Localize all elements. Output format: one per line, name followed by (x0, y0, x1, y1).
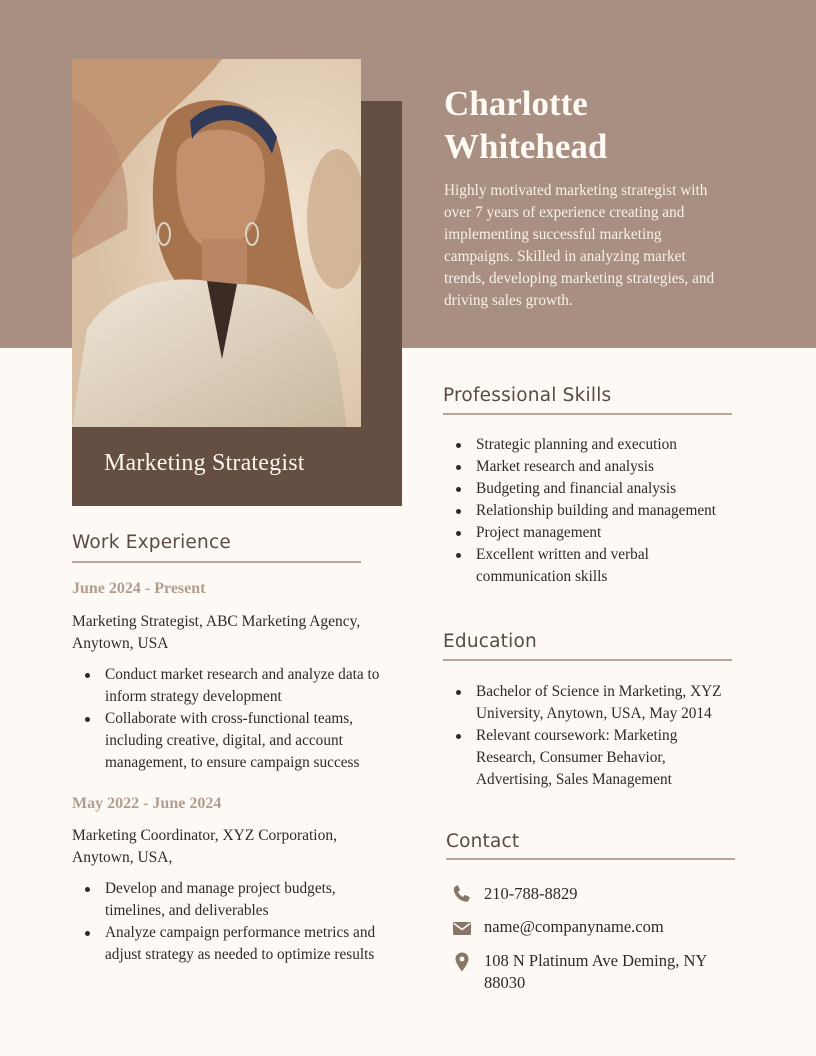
work-experience-rule (72, 561, 361, 563)
job-date: June 2024 - Present (72, 580, 206, 597)
phone-icon (450, 883, 474, 907)
contact-address (450, 950, 714, 994)
skills-heading: Professional Skills (443, 385, 612, 406)
job-date: May 2022 - June 2024 (72, 795, 222, 812)
contact-heading: Contact (446, 831, 520, 852)
skill-item: Project management (443, 522, 733, 544)
name-first: Charlotte (444, 84, 588, 123)
job-bullet: Collaborate with cross-functional teams, including creative, digital, and account management, to ensure campaign success (72, 708, 392, 774)
contact-phone (450, 883, 714, 907)
education-heading: Education (443, 631, 537, 652)
skills-list (443, 434, 733, 588)
postal-address: 108 N Platinum Ave Deming, NY 88030 (484, 951, 707, 992)
education-rule (443, 659, 732, 661)
education-item: Bachelor of Science in Marketing, XYZ University, Anytown, USA, May 2014 (443, 681, 733, 725)
job-bullet: Analyze campaign performance metrics and adjust strategy as needed to optimize results (72, 922, 392, 966)
job-bullets (72, 664, 392, 774)
candidate-name (444, 82, 774, 168)
job-bullets (72, 878, 392, 966)
work-experience-heading: Work Experience (72, 532, 231, 553)
summary-text: Highly motivated marketing strategist with over 7 years of experience creating and implementing successful marketing campaigns. Skilled in analyzing market trends, developing marketing strategies, and driving sales growth. (444, 182, 715, 309)
education-item: Relevant coursework: Marketing Research, Consumer Behavior, Advertising, Sales Management (443, 725, 733, 791)
job-bullet: Conduct market research and analyze data to inform strategy development (72, 664, 392, 708)
envelope-icon (450, 916, 474, 940)
skills-rule (443, 413, 732, 415)
education-list (443, 681, 733, 791)
skill-item: Market research and analysis (443, 456, 733, 478)
skill-item: Relationship building and management (443, 500, 733, 522)
job-title: Marketing Strategist (104, 450, 305, 476)
skill-item: Budgeting and financial analysis (443, 478, 733, 500)
map-pin-icon (450, 950, 474, 974)
skill-item: Strategic planning and execution (443, 434, 733, 456)
job-bullet: Develop and manage project budgets, timelines, and deliverables (72, 878, 392, 922)
email-address: name@companyname.com (484, 917, 664, 936)
contact-rule (446, 858, 735, 860)
contact-email (450, 916, 714, 940)
profile-photo (72, 59, 361, 427)
name-last: Whitehead (444, 127, 608, 166)
skill-item: Excellent written and verbal communication skills (443, 544, 733, 588)
phone-number: 210-788-8829 (484, 884, 578, 903)
job-role: Marketing Coordinator, XYZ Corporation, Anytown, USA, (72, 827, 337, 866)
job-role: Marketing Strategist, ABC Marketing Agency, Anytown, USA (72, 613, 361, 652)
